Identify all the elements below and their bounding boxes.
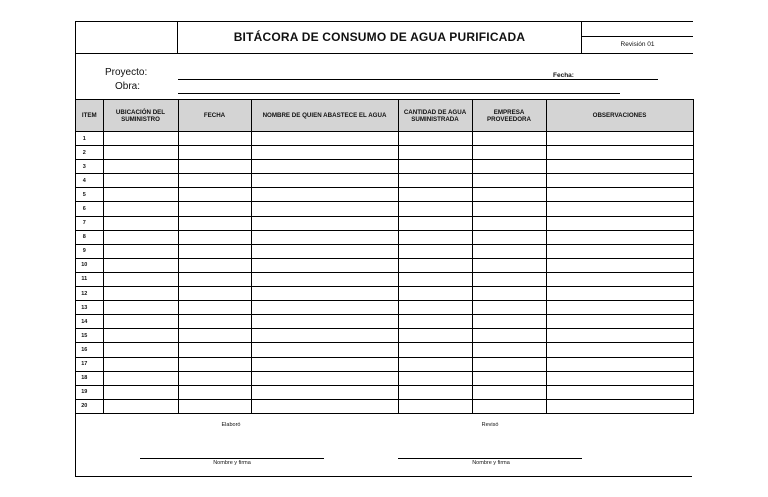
- consumo-table: [76, 99, 694, 414]
- table-cell[interactable]: [178, 399, 251, 413]
- table-cell[interactable]: [472, 399, 546, 413]
- table-row: [76, 399, 693, 413]
- table-cell[interactable]: [546, 272, 693, 286]
- item-number: 17: [76, 357, 103, 371]
- reviso-label: Revisó: [481, 422, 499, 428]
- bitacora-form: [75, 21, 692, 477]
- table-cell[interactable]: [546, 174, 693, 188]
- table-cell[interactable]: [251, 357, 398, 371]
- table-cell[interactable]: [178, 385, 251, 399]
- table-cell[interactable]: [472, 244, 546, 258]
- table-cell[interactable]: [546, 132, 693, 146]
- col-header-cantidad: CANTIDAD DE AGUA SUMINISTRADA: [398, 100, 472, 132]
- table-cell[interactable]: [398, 216, 472, 230]
- proyecto-label: Proyecto:: [105, 67, 148, 78]
- table-cell[interactable]: [178, 315, 251, 329]
- table-cell[interactable]: [103, 132, 178, 146]
- table-row: [76, 258, 693, 272]
- table-row: [76, 146, 693, 160]
- table-cell[interactable]: [251, 244, 398, 258]
- item-number: 4: [76, 174, 103, 188]
- proyecto-field-line[interactable]: [178, 79, 620, 80]
- table-cell[interactable]: [178, 160, 251, 174]
- table-cell[interactable]: [103, 272, 178, 286]
- item-number: 19: [76, 385, 103, 399]
- table-cell[interactable]: [398, 399, 472, 413]
- table-row: [76, 174, 693, 188]
- table-cell[interactable]: [546, 357, 693, 371]
- table-cell[interactable]: [178, 132, 251, 146]
- table-cell[interactable]: [398, 202, 472, 216]
- table-cell[interactable]: [103, 371, 178, 385]
- table-cell[interactable]: [398, 272, 472, 286]
- table-row: [76, 244, 693, 258]
- table-cell[interactable]: [178, 188, 251, 202]
- col-header-fecha: FECHA: [178, 100, 251, 132]
- table-cell[interactable]: [103, 202, 178, 216]
- table-cell[interactable]: [472, 287, 546, 301]
- table-cell[interactable]: [251, 146, 398, 160]
- item-number: 9: [76, 244, 103, 258]
- item-number: 13: [76, 301, 103, 315]
- table-cell[interactable]: [472, 132, 546, 146]
- table-cell[interactable]: [546, 160, 693, 174]
- table-cell[interactable]: [178, 174, 251, 188]
- table-cell[interactable]: [546, 315, 693, 329]
- table-cell[interactable]: [251, 202, 398, 216]
- table-cell[interactable]: [103, 399, 178, 413]
- table-cell[interactable]: [251, 399, 398, 413]
- table-cell[interactable]: [398, 244, 472, 258]
- table-cell[interactable]: [103, 188, 178, 202]
- table-cell[interactable]: [398, 371, 472, 385]
- table-cell[interactable]: [103, 301, 178, 315]
- table-cell[interactable]: [472, 258, 546, 272]
- table-cell[interactable]: [398, 160, 472, 174]
- col-header-nombre: NOMBRE DE QUIEN ABASTECE EL AGUA: [251, 100, 398, 132]
- table-row: [76, 385, 693, 399]
- table-cell[interactable]: [178, 357, 251, 371]
- fecha-label: Fecha:: [553, 72, 574, 79]
- table-cell[interactable]: [398, 132, 472, 146]
- col-header-item: ITEM: [76, 100, 103, 132]
- table-cell[interactable]: [546, 399, 693, 413]
- table-cell[interactable]: [178, 146, 251, 160]
- col-header-empresa: EMPRESA PROVEEDORA: [472, 100, 546, 132]
- table-cell[interactable]: [103, 357, 178, 371]
- reviso-nombre-firma: Nombre y firma: [472, 460, 510, 466]
- fecha-field-line[interactable]: [582, 79, 658, 80]
- table-cell[interactable]: [103, 343, 178, 357]
- table-cell[interactable]: [472, 315, 546, 329]
- table-cell[interactable]: [546, 216, 693, 230]
- item-number: 2: [76, 146, 103, 160]
- table-cell[interactable]: [178, 287, 251, 301]
- table-cell[interactable]: [251, 132, 398, 146]
- table-cell[interactable]: [472, 174, 546, 188]
- item-number: 5: [76, 188, 103, 202]
- table-cell[interactable]: [472, 343, 546, 357]
- table-cell[interactable]: [546, 385, 693, 399]
- elaboro-label: Elaboró: [221, 422, 241, 428]
- item-number: 12: [76, 287, 103, 301]
- item-number: 1: [76, 132, 103, 146]
- item-number: 11: [76, 272, 103, 286]
- table-row: [76, 160, 693, 174]
- table-cell[interactable]: [178, 216, 251, 230]
- table-row: [76, 216, 693, 230]
- table-row: [76, 188, 693, 202]
- table-cell[interactable]: [398, 385, 472, 399]
- table-cell[interactable]: [178, 272, 251, 286]
- table-cell[interactable]: [178, 371, 251, 385]
- table-cell[interactable]: [472, 329, 546, 343]
- table-cell[interactable]: [546, 329, 693, 343]
- col-header-ubicacion: UBICACIÓN DEL SUMINISTRO: [103, 100, 178, 132]
- table-cell[interactable]: [398, 146, 472, 160]
- table-cell[interactable]: [472, 160, 546, 174]
- table-row: [76, 315, 693, 329]
- table-cell[interactable]: [472, 202, 546, 216]
- item-number: 3: [76, 160, 103, 174]
- item-number: 7: [76, 216, 103, 230]
- table-cell[interactable]: [103, 216, 178, 230]
- table-row: [76, 371, 693, 385]
- table-cell[interactable]: [472, 146, 546, 160]
- table-row: [76, 301, 693, 315]
- item-number: 15: [76, 329, 103, 343]
- table-cell[interactable]: [251, 301, 398, 315]
- table-header-row: [76, 100, 693, 132]
- table-cell[interactable]: [251, 160, 398, 174]
- table-cell[interactable]: [472, 188, 546, 202]
- table-cell[interactable]: [398, 188, 472, 202]
- table-row: [76, 343, 693, 357]
- table-cell[interactable]: [103, 244, 178, 258]
- table-cell[interactable]: [251, 385, 398, 399]
- table-cell[interactable]: [103, 160, 178, 174]
- item-number: 14: [76, 315, 103, 329]
- table-cell[interactable]: [178, 230, 251, 244]
- table-cell[interactable]: [251, 258, 398, 272]
- table-cell[interactable]: [546, 287, 693, 301]
- table-cell[interactable]: [178, 258, 251, 272]
- table-cell[interactable]: [472, 272, 546, 286]
- table-cell[interactable]: [103, 329, 178, 343]
- elaboro-nombre-firma: Nombre y firma: [213, 460, 251, 466]
- table-cell[interactable]: [546, 202, 693, 216]
- table-cell[interactable]: [251, 371, 398, 385]
- table-cell[interactable]: [103, 287, 178, 301]
- table-row: [76, 287, 693, 301]
- table-cell[interactable]: [546, 146, 693, 160]
- item-number: 6: [76, 202, 103, 216]
- table-cell[interactable]: [251, 230, 398, 244]
- table-cell[interactable]: [251, 216, 398, 230]
- table-cell[interactable]: [472, 371, 546, 385]
- table-row: [76, 272, 693, 286]
- table-cell[interactable]: [546, 188, 693, 202]
- table-cell[interactable]: [178, 301, 251, 315]
- table-cell[interactable]: [398, 230, 472, 244]
- table-cell[interactable]: [251, 315, 398, 329]
- table-cell[interactable]: [103, 230, 178, 244]
- table-cell[interactable]: [178, 329, 251, 343]
- table-cell[interactable]: [251, 174, 398, 188]
- table-cell[interactable]: [546, 343, 693, 357]
- table-cell[interactable]: [546, 230, 693, 244]
- table-row: [76, 230, 693, 244]
- table-cell[interactable]: [546, 258, 693, 272]
- form-title: BITÁCORA DE CONSUMO DE AGUA PURIFICADA: [233, 30, 526, 44]
- table-cell[interactable]: [103, 146, 178, 160]
- table-cell[interactable]: [398, 343, 472, 357]
- table-cell[interactable]: [103, 174, 178, 188]
- table-cell[interactable]: [472, 385, 546, 399]
- table-row: [76, 357, 693, 371]
- table-cell[interactable]: [398, 329, 472, 343]
- table-cell[interactable]: [251, 188, 398, 202]
- item-number: 8: [76, 230, 103, 244]
- table-cell[interactable]: [251, 272, 398, 286]
- item-number: 20: [76, 399, 103, 413]
- table-cell[interactable]: [546, 371, 693, 385]
- table-cell[interactable]: [398, 174, 472, 188]
- elaboro-signature-line[interactable]: [140, 458, 324, 459]
- table-cell[interactable]: [103, 315, 178, 329]
- table-cell[interactable]: [251, 343, 398, 357]
- item-number: 16: [76, 343, 103, 357]
- item-number: 18: [76, 371, 103, 385]
- table-cell[interactable]: [472, 301, 546, 315]
- table-cell[interactable]: [472, 230, 546, 244]
- col-header-observaciones: OBSERVACIONES: [546, 100, 693, 132]
- table-cell[interactable]: [398, 357, 472, 371]
- table-cell[interactable]: [398, 315, 472, 329]
- table-cell[interactable]: [178, 244, 251, 258]
- table-cell[interactable]: [472, 216, 546, 230]
- table-cell[interactable]: [472, 357, 546, 371]
- table-cell[interactable]: [398, 301, 472, 315]
- table-row: [76, 132, 693, 146]
- table-row: [76, 202, 693, 216]
- table-cell[interactable]: [178, 343, 251, 357]
- table-row: [76, 329, 693, 343]
- table-cell[interactable]: [251, 329, 398, 343]
- obra-field-line[interactable]: [178, 93, 620, 94]
- item-number: 10: [76, 258, 103, 272]
- table-cell[interactable]: [251, 287, 398, 301]
- table-cell[interactable]: [178, 202, 251, 216]
- table-cell[interactable]: [103, 258, 178, 272]
- table-cell[interactable]: [103, 385, 178, 399]
- obra-label: Obra:: [115, 81, 141, 92]
- revision-label: Revisión 01: [620, 41, 655, 48]
- header-bottom-border: [76, 53, 693, 54]
- table-cell[interactable]: [398, 258, 472, 272]
- table-cell[interactable]: [546, 244, 693, 258]
- table-cell[interactable]: [398, 287, 472, 301]
- reviso-signature-line[interactable]: [398, 458, 582, 459]
- table-cell[interactable]: [546, 301, 693, 315]
